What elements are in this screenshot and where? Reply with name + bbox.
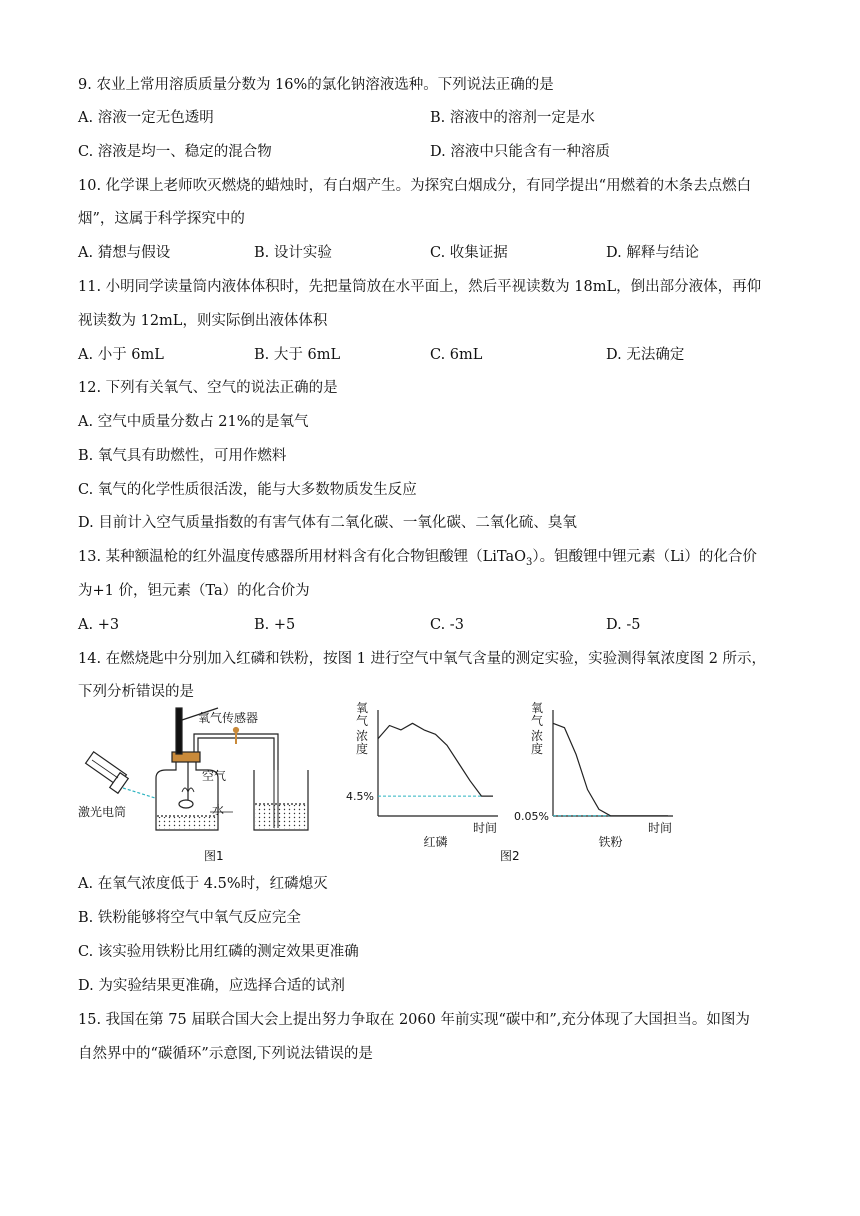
- air-label: 空气: [202, 769, 227, 783]
- q11-option-a[interactable]: A. 小于 6mL: [78, 347, 164, 363]
- q10-option-c[interactable]: C. 收集证据: [430, 245, 508, 261]
- question-14-line2: 下列分析错误的是: [78, 684, 194, 700]
- question-14-line1: 14. 在燃烧匙中分别加入红磷和铁粉，按图 1 进行空气中氧气含量的测定实验，实验测得氧浓度图 2 所示，: [78, 651, 767, 667]
- q13-line1-main: 13. 某种额温枪的红外温度传感器所用材料含有化合物钽酸锂（LiTaO: [78, 549, 527, 565]
- q12-option-c[interactable]: C. 氧气的化学性质很活泼，能与大多数物质发生反应: [78, 482, 417, 498]
- iron-powder-ylabel-char: 氧: [530, 701, 544, 715]
- figure-1-caption: 图1: [204, 849, 224, 863]
- red-phosphorus-title: 红磷: [423, 835, 448, 849]
- q13-option-c[interactable]: C. -3: [430, 617, 464, 633]
- q13-line1-rest: ）。钽酸锂中锂元素（Li）的化合价: [532, 549, 757, 565]
- iron-powder-curve: [553, 723, 668, 816]
- q14-option-b[interactable]: B. 铁粉能够将空气中氧气反应完全: [78, 910, 301, 926]
- iron-powder-xlabel: 时间: [648, 821, 673, 835]
- question-11-line1: 11. 小明同学读量筒内液体体积时，先把量筒放在水平面上，然后平视读数为 18mL，倒出部分液体，再仰: [78, 279, 762, 295]
- q9-option-d[interactable]: D. 溶液中只能含有一种溶质: [430, 144, 610, 160]
- red-phosphorus-curve: [378, 723, 493, 796]
- experiment-figure: [78, 700, 698, 865]
- question-15-line2: 自然界中的“碳循环”示意图,下列说法错误的是: [78, 1046, 373, 1062]
- q13-option-d[interactable]: D. -5: [606, 617, 641, 633]
- question-13-line1: [78, 547, 757, 573]
- question-11-line2: 视读数为 12mL，则实际倒出液体体积: [78, 313, 328, 329]
- flashlight-label: 激光电筒: [78, 805, 127, 819]
- red-phosphorus-ylabel-char: 浓: [355, 729, 369, 743]
- sensor-label: 氧气传感器: [198, 711, 259, 725]
- oxygen-sensor: [176, 708, 182, 754]
- question-9: 9. 农业上常用溶质质量分数为 16%的氯化钠溶液选种。下列说法正确的是: [78, 77, 554, 93]
- q9-option-b[interactable]: B. 溶液中的溶剂一定是水: [430, 110, 595, 126]
- q10-option-a[interactable]: A. 猜想与假设: [78, 245, 171, 261]
- iron-powder-title: 铁粉: [598, 835, 623, 849]
- q10-option-b[interactable]: B. 设计实验: [254, 245, 332, 261]
- chart-iron-powder: [514, 701, 673, 849]
- iron-powder-ylabel-char: 气: [530, 714, 544, 728]
- q9-option-c[interactable]: C. 溶液是均一、稳定的混合物: [78, 144, 272, 160]
- q12-option-b[interactable]: B. 氧气具有助燃性，可用作燃料: [78, 448, 287, 464]
- q14-option-c[interactable]: C. 该实验用铁粉比用红磷的测定效果更准确: [78, 944, 359, 960]
- question-10-line1: 10. 化学课上老师吹灭燃烧的蜡烛时，有白烟产生。为探究白烟成分，有同学提出“用燃着的木条去点燃白: [78, 178, 752, 194]
- red-phosphorus-ylabel-char: 气: [355, 714, 369, 728]
- red-phosphorus-ylabel-char: 度: [355, 742, 369, 756]
- red-phosphorus-ylabel-char: 氧: [355, 701, 369, 715]
- q13-option-b[interactable]: B. +5: [254, 617, 296, 633]
- q11-option-b[interactable]: B. 大于 6mL: [254, 347, 341, 363]
- chart-red-phosphorus: [346, 701, 498, 849]
- q10-option-d[interactable]: D. 解释与结论: [606, 245, 699, 261]
- question-13-line2: 为+1 价，钽元素（Ta）的化合价为: [78, 583, 310, 599]
- q14-option-d[interactable]: D. 为实验结果更准确，应选择合适的试剂: [78, 978, 345, 994]
- figure-2-caption: 图2: [500, 849, 520, 863]
- red-phosphorus-xlabel: 时间: [473, 821, 498, 835]
- water-label: 水: [212, 803, 225, 817]
- question-12: 12. 下列有关氧气、空气的说法正确的是: [78, 380, 338, 396]
- q13-subscript: 3: [526, 556, 533, 568]
- question-10-line2: 烟”，这属于科学探究中的: [78, 211, 245, 227]
- q14-option-a[interactable]: A. 在氧气浓度低于 4.5%时，红磷熄灭: [78, 876, 328, 892]
- q12-option-d[interactable]: D. 目前计入空气质量指数的有害气体有二氧化碳、一氧化碳、二氧化硫、臭氧: [78, 515, 577, 531]
- question-15-line1: 15. 我国在第 75 届联合国大会上提出努力争取在 2060 年前实现“碳中和”,充分体现了大国担当。如图为: [78, 1012, 750, 1028]
- q11-option-d[interactable]: D. 无法确定: [606, 347, 685, 363]
- flashlight-icon: [86, 752, 129, 793]
- iron-powder-ylabel-char: 浓: [530, 729, 544, 743]
- iron-powder-ylabel-char: 度: [530, 742, 544, 756]
- red-phosphorus-threshold-label: 4.5%: [346, 790, 374, 804]
- q9-option-a[interactable]: A. 溶液一定无色透明: [78, 110, 214, 126]
- q11-option-c[interactable]: C. 6mL: [430, 347, 483, 363]
- iron-powder-threshold-label: 0.05%: [514, 809, 549, 823]
- q12-option-a[interactable]: A. 空气中质量分数占 21%的是氧气: [78, 414, 309, 430]
- q13-option-a[interactable]: A. +3: [78, 617, 120, 633]
- clamp-icon: [234, 728, 239, 745]
